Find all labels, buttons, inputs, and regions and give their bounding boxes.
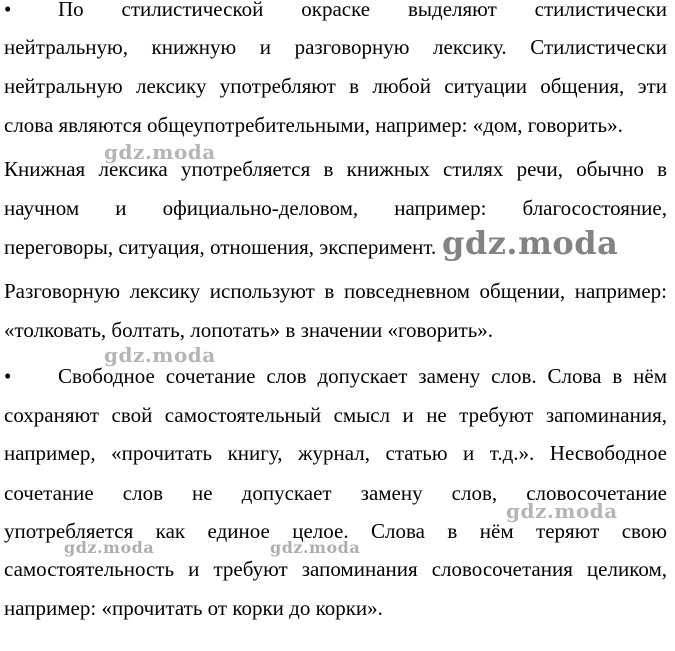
- paragraph-1-line-4: слова являются общеупотребительными, например: «дом, говорить».: [4, 113, 623, 137]
- paragraph-4-line-6: самостоятельность и требуют запоминания словосочетания целиком,: [4, 557, 667, 581]
- paragraph-4-line-2: сохраняют свой самостоятельный смысл и не требуют запоминания,: [4, 403, 667, 427]
- watermark-logo: gdz.moda: [104, 343, 216, 367]
- paragraph-2-line-3: переговоры, ситуация, отношения, эксперимент.: [4, 235, 437, 259]
- paragraph-1-line-1: [4, 0, 667, 21]
- watermark-logo: gdz.moda: [64, 538, 155, 557]
- bullet-marker: •: [4, 0, 12, 21]
- paragraph-text: По стилистической окраске выделяют стилистически: [58, 0, 667, 21]
- paragraph-2-line-1: Книжная лексика употребляется в книжных стилях речи, обычно в: [4, 157, 667, 181]
- paragraph-3-line-1: Разговорную лексику используют в повседневном общении, например:: [4, 279, 667, 303]
- paragraph-4-line-5: употребляется как единое целое. Слова в нём теряют свою: [4, 519, 667, 543]
- paragraph-1-line-2: нейтральную, книжную и разговорную лексику. Стилистически: [4, 35, 667, 59]
- paragraph-2-line-2: научном и официально-деловом, например: благосостояние,: [4, 196, 667, 220]
- paragraph-3-line-2: «толковать, болтать, лопотать» в значении «говорить».: [4, 318, 494, 342]
- bullet-marker: •: [4, 364, 12, 388]
- watermark-logo: gdz.moda: [270, 538, 361, 557]
- paragraph-4-line-1: [4, 364, 667, 388]
- watermark-logo: gdz.moda: [442, 224, 619, 262]
- watermark-logo: gdz.moda: [506, 499, 618, 523]
- watermark-logo: gdz.moda: [104, 140, 216, 164]
- paragraph-1-line-3: нейтральную лексику употребляют в любой ситуации общения, эти: [4, 74, 667, 98]
- paragraph-4-line-4: сочетание слов не допускает замену слов, словосочетание: [4, 481, 667, 505]
- paragraph-4-line-7: например: «прочитать от корки до корки».: [4, 596, 383, 620]
- paragraph-4-line-3: например, «прочитать книгу, журнал, статью и т.д.». Несвободное: [4, 441, 667, 465]
- paragraph-text: Свободное сочетание слов допускает замену слов. Слова в нём: [58, 364, 667, 388]
